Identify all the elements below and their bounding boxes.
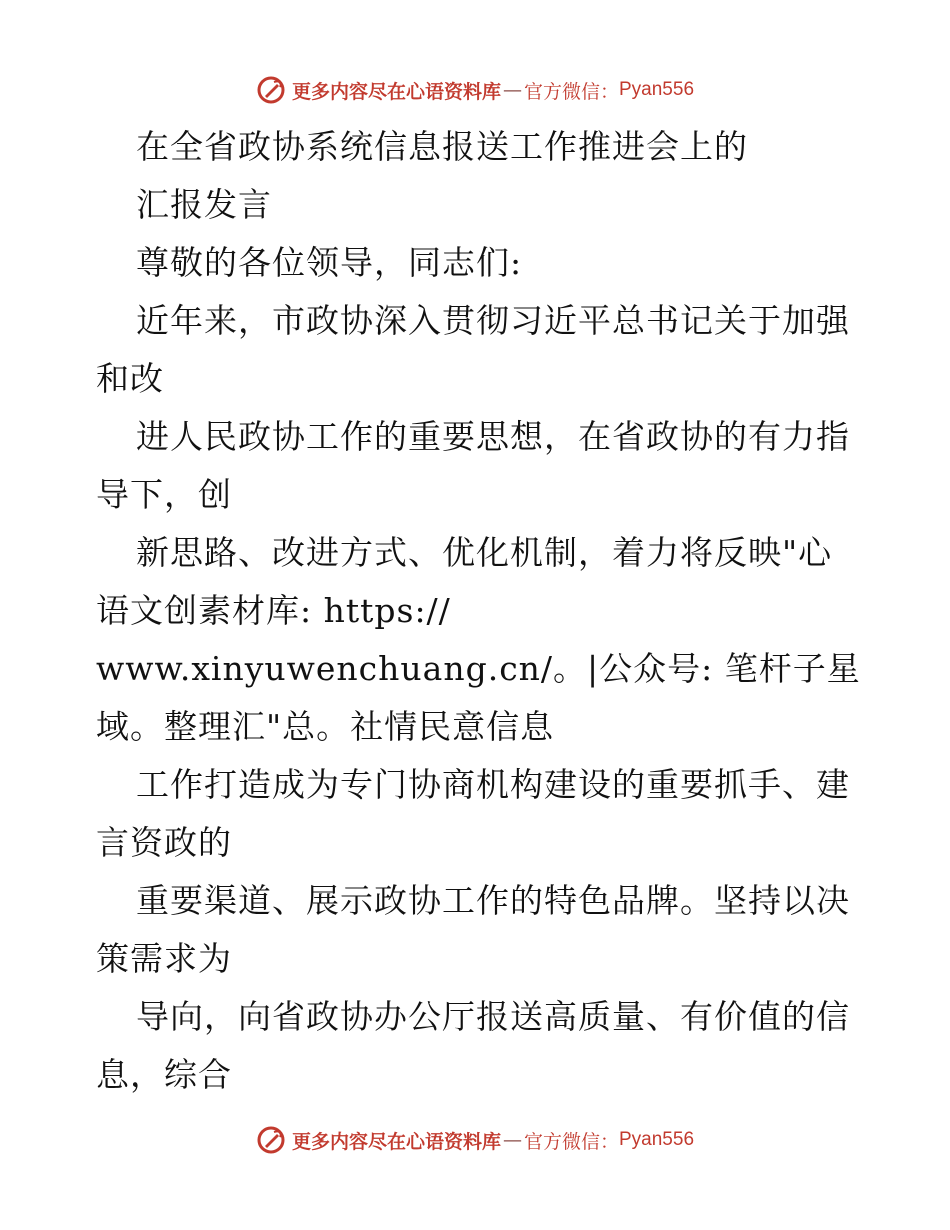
paragraph-line: 语文创素材库: https:// — [96, 591, 451, 630]
paragraph-line: 近年来，市政协深入贯彻习近平总书记关于加强 — [136, 301, 850, 340]
salutation: 尊敬的各位领导，同志们: — [136, 243, 523, 282]
document-body — [96, 118, 861, 1104]
paragraph-line: 导下，创 — [96, 475, 232, 514]
banner-official-label: 官方微信： — [523, 1130, 619, 1153]
paragraph-line: 工作打造成为专门协商机构建设的重要抓手、建 — [136, 765, 850, 804]
paragraph-line: 域。整理汇"总。社情民意信息 — [96, 707, 555, 746]
paragraph-line: 新思路、改进方式、优化机制，着力将反映"心 — [136, 533, 833, 572]
banner-official-label: 官方微信： — [523, 80, 619, 103]
paragraph-line: 进人民政协工作的重要思想，在省政协的有力指 — [136, 417, 850, 456]
quill-seal-icon — [256, 75, 286, 105]
paragraph-line: 和改 — [96, 359, 164, 398]
footer-banner — [0, 1120, 950, 1160]
banner-brand: 更多内容尽在心语资料库 — [291, 80, 501, 103]
paragraph-line: 息，综合 — [96, 1055, 232, 1094]
banner-wechat-id: Pyan556 — [619, 1129, 695, 1150]
paragraph-line-url: www.xinyuwenchuang.cn/。|公众号: 笔杆子星 — [96, 649, 861, 688]
header-banner — [0, 70, 950, 110]
quill-seal-icon — [256, 1125, 286, 1155]
banner-brand: 更多内容尽在心语资料库 — [291, 1130, 501, 1153]
title-line-1: 在全省政协系统信息报送工作推进会上的 — [136, 127, 748, 166]
banner-separator: — — [502, 1129, 522, 1151]
paragraph-line: 导向，向省政协办公厅报送高质量、有价值的信 — [136, 997, 850, 1036]
banner-separator: — — [502, 79, 522, 101]
title-line-2: 汇报发言 — [136, 185, 272, 224]
paragraph-line: 重要渠道、展示政协工作的特色品牌。坚持以决 — [136, 881, 850, 920]
paragraph-line: 言资政的 — [96, 823, 232, 862]
paragraph-line: 策需求为 — [96, 939, 232, 978]
banner-wechat-id: Pyan556 — [619, 79, 695, 100]
